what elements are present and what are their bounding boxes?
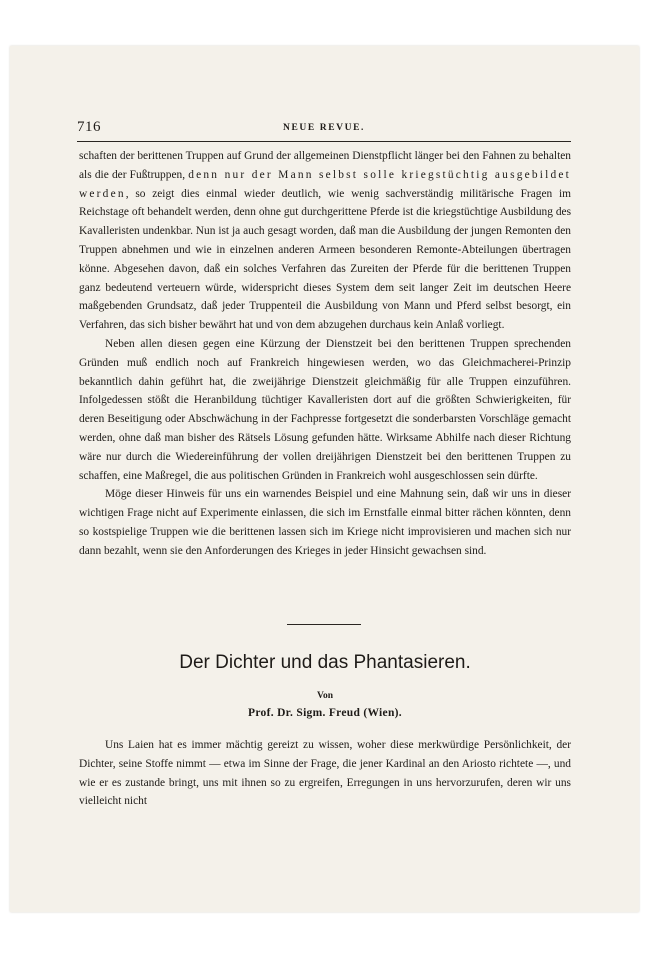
page-number: 716 [77,119,101,135]
essay-paragraph-1: Uns Laien hat es immer mächtig gereizt zu wissen, woher diese merkwürdige Persönlichkeit, der Dichter, seine Stoffe nimmt — etwa im Sinne der Frage, die jener Kardinal an den Ariosto richtete —, und wie er es zustande bringt, uns mit ihnen so zu ergreifen, Erregungen in uns hervorzurufen, deren wir uns vielleicht nicht [79,739,571,808]
article-paragraph-1-start: schaften der berittenen Truppen auf Grund der allgemeinen Dienstpflicht länger bei den Fahnen zu behalten als die der Fußtruppen, [79,150,571,181]
article-emphasis: denn nur der Mann selbst solle kriegstüchtig ausgebildet werden [79,168,571,200]
section-divider [287,624,361,625]
article-paragraph-1 [79,147,571,335]
article-paragraph-2: Neben allen diesen gegen eine Kürzung der Dienstzeit bei den berittenen Truppen sprechenden Gründen muß endlich noch auf Frankreich hingewiesen werden, wo das Gleichmacherei-Prinzip bekanntlich dahin geführt hat, die zweijährige Dienstzeit gleichmäßig für alle Truppen einzuführen. Infolgedessen stößt die Heranbildung tüchtiger Kavalleristen dort auf die größten Schwierigkeiten, für deren Beseitigung oder Abschwächung in der Fachpresse fortgesetzt die sonderbarsten Vorschläge gemacht werden, ohne daß man bisher des Rätsels Lösung gefunden hätte. Wirksame Abhilfe nach dieser Richtung wäre nur durch die Wiedereinführung der vollen dreijährigen Dienstzeit bei den berittenen Truppen zu schaffen, eine Maßregel, die aus politischen Gründen in Frankreich wohl ausgeschlossen sein dürfte. [79,337,571,482]
article-body [79,147,571,561]
running-title: NEUE REVUE. [283,123,365,133]
byline-author: Prof. Dr. Sigm. Freud (Wien). [248,707,402,719]
essay-title: Der Dichter und das Phantasieren. [179,652,471,673]
article-paragraph-1-end: , so zeigt dies einmal wieder deutlich, wie wenig sachverständig militärische Fragen im Reichstage oft behandelt werden, denn ohne gut durchgerittene Pferde ist die kriegstüchtige Ausbildung des Kavalleristen undenkbar. Nun ist ja auch gesagt worden, daß man die Ausbildung der jungen Remonten den Truppen abnehmen und wie in einzelnen anderen Armeen besonderen Remonte-Abteilungen übertragen könne. Abgesehen davon, daß ein solches Verfahren das Zureiten der Pferde für die berittenen Truppen ganz bedeutend verteuern würde, widerspricht dieses System dem seit langer Zeit im deutschen Heere maßgebenden Grundsatz, daß jeder Truppenteil die Ausbildung von Mann und Pferd selbst besorgt, ein Verfahren, das sich bisher bewährt hat und von dem abzugehen durchaus kein Anlaß vorliegt. [79,187,571,332]
header-rule [77,141,571,142]
byline-von: Von [316,691,334,701]
page-header [77,116,571,138]
article-paragraph-3: Möge dieser Hinweis für uns ein warnendes Beispiel und eine Mahnung sein, daß wir uns in dieser wichtigen Frage nicht auf Experimente einlassen, die sich im Ernstfalle einmal bitter rächen könnten, denn so kostspielige Truppen wie die berittenen lassen sich im Kriege nicht improvisieren und machen sich nur dann bezahlt, wenn sie den Anforderungen des Krieges in jeder Hinsicht gewachsen sind. [79,488,571,557]
essay-body [79,736,571,811]
